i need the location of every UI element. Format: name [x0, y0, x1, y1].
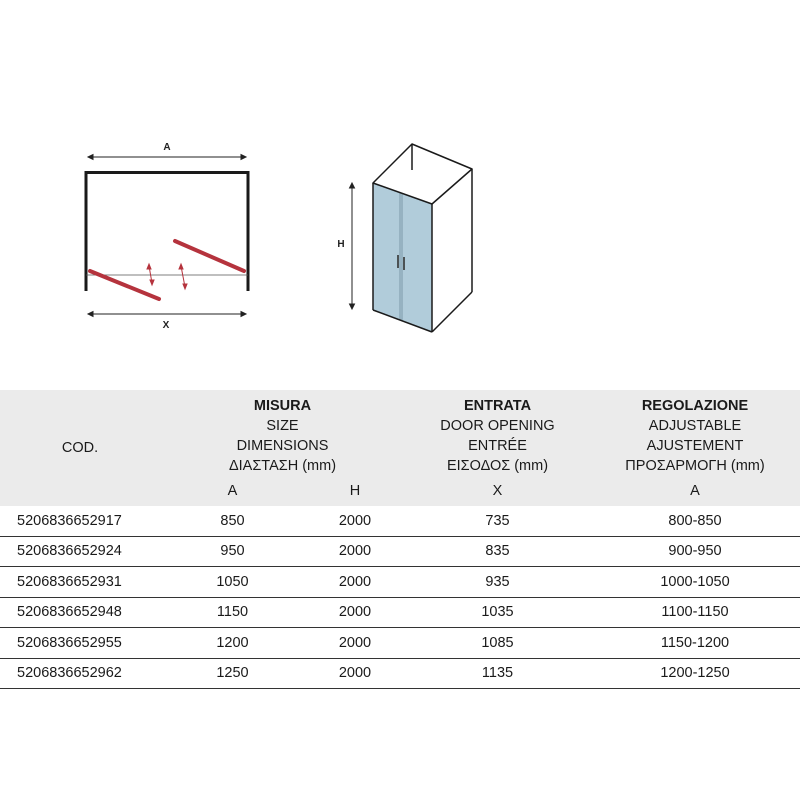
row-width-a: 1200: [160, 628, 305, 659]
sub-header-a-adjust: A: [690, 483, 700, 499]
sub-header-a: A: [227, 483, 238, 499]
dimensions-table: [0, 390, 800, 689]
size-column-header: [160, 390, 405, 476]
height-label-h: H: [337, 239, 345, 250]
row-width-a: 1150: [160, 597, 305, 628]
opening-header-en: DOOR OPENING: [440, 418, 555, 434]
row-opening-x: 1135: [405, 658, 590, 689]
adjust-header-gr: ΠΡΟΣΑΡΜΟΓΗ (mm): [625, 458, 765, 474]
row-width-a: 850: [160, 506, 305, 536]
row-height-h: 2000: [305, 506, 405, 536]
width-label-a: A: [163, 142, 171, 153]
table-row: [0, 597, 800, 628]
row-opening-x: 835: [405, 536, 590, 567]
row-code: 5206836652917: [0, 506, 160, 536]
adjust-column-header: [590, 390, 800, 476]
table-row: [0, 658, 800, 689]
size-header-main: MISURA: [253, 398, 312, 414]
table-row: [0, 567, 800, 598]
opening-column-header: [405, 390, 590, 476]
row-code: 5206836652962: [0, 658, 160, 689]
sub-header-x: X: [492, 483, 503, 499]
row-opening-x: 735: [405, 506, 590, 536]
row-width-a: 1250: [160, 658, 305, 689]
table-body: [0, 506, 800, 689]
opening-header-main: ENTRATA: [463, 398, 532, 414]
size-header-gr: ΔΙΑΣΤΑΣΗ (mm): [228, 458, 337, 474]
table-header: [0, 390, 800, 506]
row-height-h: 2000: [305, 536, 405, 567]
row-code: 5206836652948: [0, 597, 160, 628]
table-row: [0, 628, 800, 659]
height-dimension-h: [350, 183, 355, 309]
adjust-header-fr: AJUSTEMENT: [646, 438, 744, 454]
row-adjust-range: 1000-1050: [590, 567, 800, 598]
row-width-a: 950: [160, 536, 305, 567]
adjust-header-main: REGOLAZIONE: [641, 398, 749, 414]
elevation-3d-diagram: [0, 0, 800, 390]
row-height-h: 2000: [305, 628, 405, 659]
table-row: [0, 506, 800, 536]
adjust-header-en: ADJUSTABLE: [648, 418, 742, 434]
row-code: 5206836652924: [0, 536, 160, 567]
row-width-a: 1050: [160, 567, 305, 598]
row-adjust-range: 1200-1250: [590, 658, 800, 689]
row-height-h: 2000: [305, 597, 405, 628]
row-adjust-range: 1100-1150: [590, 597, 800, 628]
header-row: [0, 390, 800, 476]
code-column-header: COD.: [61, 440, 99, 456]
sub-header-h: H: [349, 483, 361, 499]
size-header-en: SIZE: [266, 418, 299, 434]
opening-header-gr: ΕΙΣΟΔΟΣ (mm): [446, 458, 549, 474]
opening-header-fr: ENTRÉE: [468, 438, 527, 454]
size-header-alt: DIMENSIONS: [236, 438, 329, 454]
table-row: [0, 536, 800, 567]
row-height-h: 2000: [305, 567, 405, 598]
row-adjust-range: 1150-1200: [590, 628, 800, 659]
row-adjust-range: 900-950: [590, 536, 800, 567]
row-opening-x: 1035: [405, 597, 590, 628]
row-code: 5206836652955: [0, 628, 160, 659]
row-height-h: 2000: [305, 658, 405, 689]
row-opening-x: 935: [405, 567, 590, 598]
row-adjust-range: 800-850: [590, 506, 800, 536]
row-code: 5206836652931: [0, 567, 160, 598]
row-opening-x: 1085: [405, 628, 590, 659]
opening-label-x: X: [162, 320, 170, 331]
